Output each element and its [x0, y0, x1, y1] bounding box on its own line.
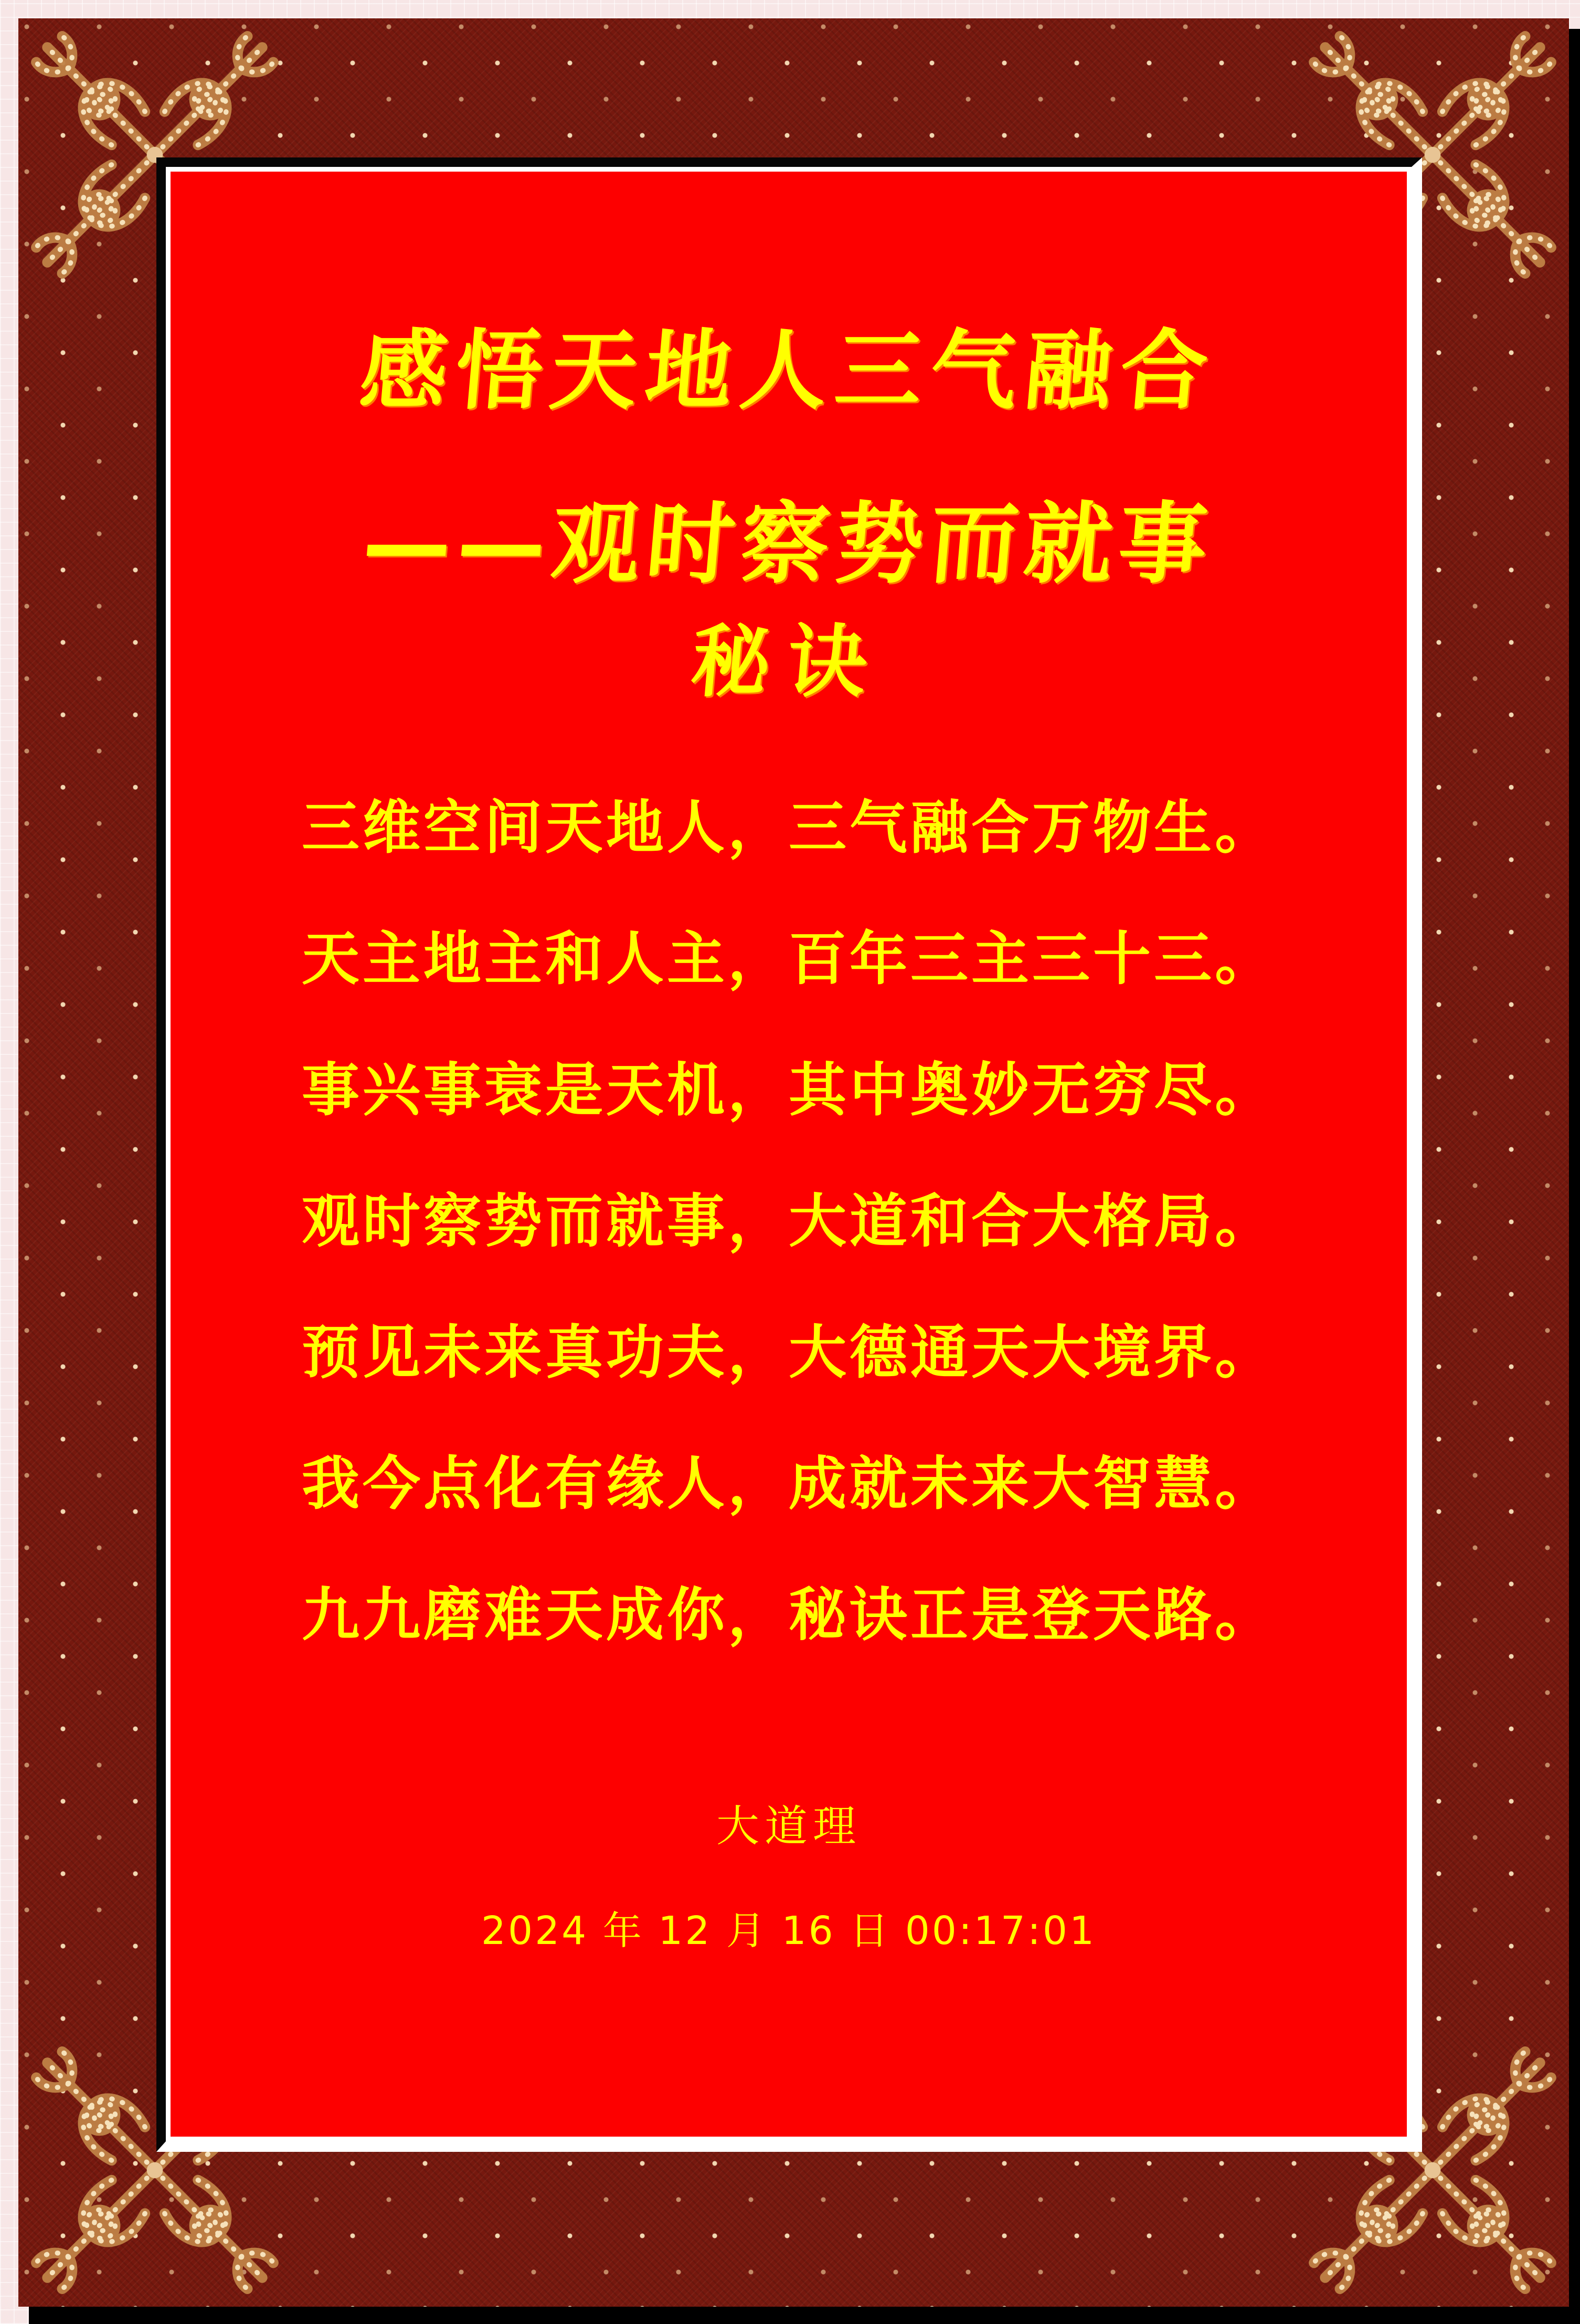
red-panel [166, 167, 1412, 2141]
poem-line: 事兴事衰是天机，其中奥妙无穷尽。 [302, 1057, 1276, 1124]
poem-line: 九九磨难天成你，秘诀正是登天路。 [302, 1581, 1276, 1649]
poem-line: 预见未来真功夫，大德通天大境界。 [302, 1319, 1276, 1386]
poster-title-line2: ——观时察势而就事 [358, 492, 1218, 596]
poem-line: 观时察势而就事，大道和合大格局。 [302, 1188, 1276, 1255]
poster-title-line3: 秘诀 [687, 617, 889, 708]
signature: 大道理 [716, 1801, 861, 1852]
poster-title-line1: 感悟天地人三气融合 [356, 320, 1220, 421]
poem-line: 三维空间天地人，三气融合万物生。 [302, 794, 1276, 861]
beveled-frame [156, 157, 1422, 2152]
ornate-border [18, 18, 1569, 2307]
poem-line: 我今点化有缘人，成就未来大智慧。 [302, 1450, 1276, 1517]
timestamp: 2024 年 12 月 16 日 00:17:01 [481, 1908, 1097, 1953]
poem-line: 天主地主和人主，百年三主三十三。 [302, 925, 1276, 992]
